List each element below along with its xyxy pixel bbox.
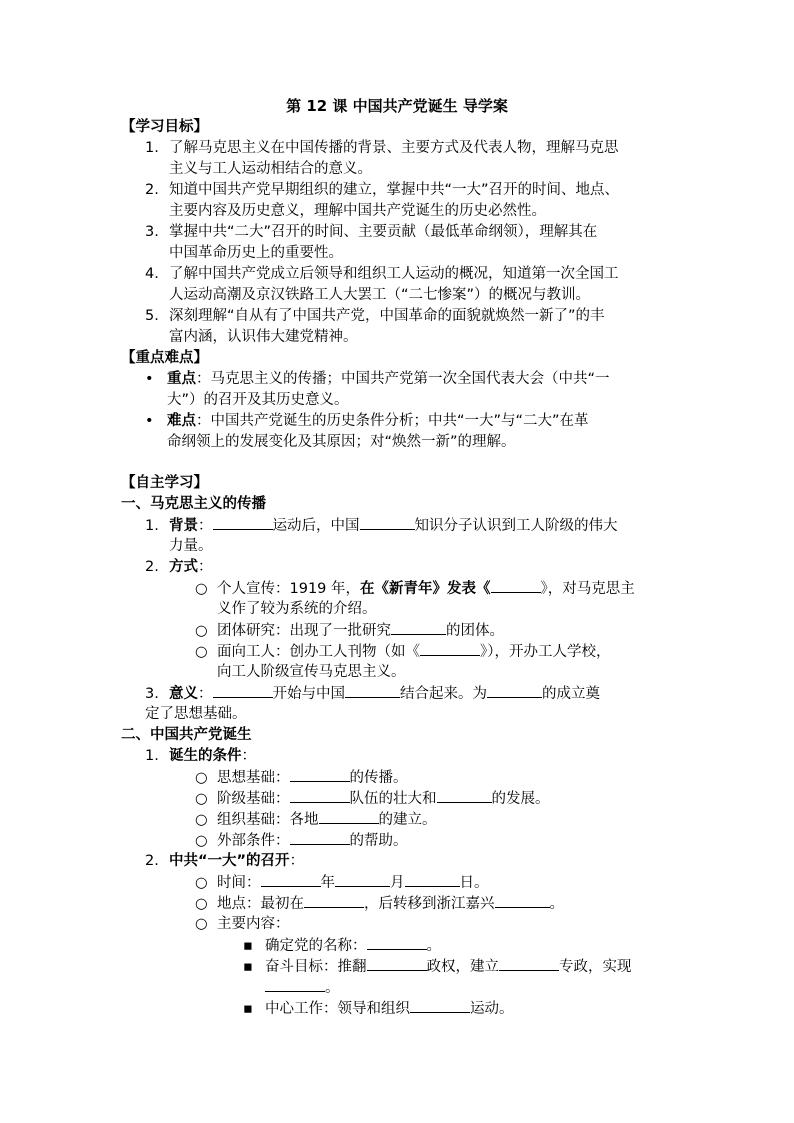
text: 中心工作：领导和组织 [265, 1001, 410, 1017]
fill-blank[interactable] [290, 788, 350, 803]
circle-bullet-icon: ○ [195, 791, 208, 807]
fill-blank[interactable] [491, 578, 541, 593]
key-point-text-cont: 大”）的召开及其历史意义。 [167, 392, 349, 408]
fill-blank[interactable] [367, 935, 427, 950]
text: 运动。 [470, 1001, 514, 1017]
objective-item [145, 264, 619, 284]
objective-text: 了解马克思主义在中国传播的背景、主要方式及代表人物，理解马克思 [169, 140, 619, 156]
colon: ： [198, 559, 213, 575]
item-label: 方式 [169, 559, 198, 575]
condition-class [195, 788, 550, 809]
objective-text: 了解中国共产党成立后领导和组织工人运动的概况，知道第一次全国工 [169, 266, 619, 282]
part2-heading: 二、中国共产党诞生 [121, 727, 252, 743]
objectives-heading: 【学习目标】 [121, 119, 208, 135]
square-bullet-icon: ▪ [243, 959, 253, 975]
condition-ideological [195, 767, 408, 788]
item-number: 1. [145, 140, 159, 156]
self-study-heading: 【自主学习】 [121, 475, 208, 491]
fill-blank[interactable] [213, 515, 273, 530]
condition-organizational [195, 809, 437, 830]
item-number: 5. [145, 308, 159, 324]
item-number: 2. [145, 182, 159, 198]
method-workers-cont: 向工人阶级宣传马克思主义。 [217, 664, 406, 680]
objective-text-cont: 主义与工人运动相结合的意义。 [169, 161, 372, 177]
item-number: 2. [145, 559, 159, 575]
colon: ： [241, 748, 256, 764]
objective-item [145, 306, 605, 326]
congress-time [195, 872, 489, 893]
text: 政权，建立 [426, 959, 499, 975]
square-bullet-icon: ▪ [243, 938, 253, 954]
objective-text: 知道中国共产党早期组织的建立，掌握中共“一大”召开的时间、地点、 [169, 182, 620, 198]
fill-blank[interactable] [213, 683, 273, 698]
text: 外部条件： [217, 833, 290, 849]
item-number: 2. [145, 853, 159, 869]
fill-blank[interactable] [345, 683, 400, 698]
fill-blank[interactable] [265, 977, 325, 992]
text: 日。 [459, 875, 489, 891]
text: 知识分子认识到工人阶级的伟大 [414, 518, 618, 534]
text: 专政，实现 [559, 959, 632, 975]
first-congress-item [145, 851, 304, 871]
text: 运动后，中国 [272, 518, 360, 534]
text: 组织基础：各地 [217, 812, 319, 828]
text: 团体研究：出现了一批研究 [217, 623, 391, 639]
circle-bullet-icon: ○ [195, 623, 208, 639]
text: 地点：最初在 [217, 896, 304, 912]
fill-blank[interactable] [304, 893, 364, 908]
objective-text-cont: 富内涵，认识伟大建党精神。 [169, 329, 358, 345]
circle-bullet-icon: ○ [195, 644, 208, 660]
text: 阶级基础： [217, 791, 290, 807]
colon: ： [198, 686, 213, 702]
text: 年 [320, 875, 335, 891]
text: 奋斗目标：推翻 [265, 959, 367, 975]
objective-item [145, 180, 619, 200]
part1-heading: 一、马克思主义的传播 [121, 496, 266, 512]
item-number: 1. [145, 518, 159, 534]
colon: ： [198, 518, 213, 534]
item-label: 背景 [169, 518, 198, 534]
background-item [145, 515, 618, 536]
fill-blank[interactable] [290, 830, 350, 845]
key-point-item [145, 369, 610, 389]
key-point-item [145, 411, 589, 431]
objective-text-cont: 人运动高潮及京汉铁路工人大罢工（“二七惨案”）的概况与教训。 [169, 287, 591, 303]
fill-blank[interactable] [405, 872, 460, 887]
text: 开始与中国 [272, 686, 345, 702]
text: 时间： [217, 875, 261, 891]
colon: ： [289, 853, 305, 869]
content-goal-cont [265, 977, 340, 998]
text: 结合起来。为 [400, 686, 487, 702]
fill-blank[interactable] [437, 788, 492, 803]
objective-item [145, 138, 619, 158]
fill-blank[interactable] [335, 872, 390, 887]
fill-blank[interactable] [290, 767, 350, 782]
text: 。 [549, 896, 564, 912]
condition-external [195, 830, 408, 851]
item-number: 3. [145, 224, 159, 240]
text: 》，对马克思主 [540, 581, 635, 597]
text: 月 [390, 875, 405, 891]
methods-item [145, 557, 213, 577]
conditions-item [145, 746, 256, 766]
circle-bullet-icon: ○ [195, 896, 208, 912]
text: ，后转移到浙江嘉兴 [364, 896, 495, 912]
background-text-cont: 力量。 [169, 538, 213, 554]
circle-bullet-icon: ○ [195, 833, 208, 849]
square-bullet-icon: ▪ [243, 1001, 253, 1017]
circle-bullet-icon: ○ [195, 916, 208, 932]
text-bold: 在《新青年》发表《 [360, 581, 491, 597]
key-point-label: 难点 [167, 413, 196, 429]
text: 。 [325, 980, 340, 996]
objective-item [145, 222, 597, 242]
page-title: 第 12 课 中国共产党诞生 导学案 [286, 97, 508, 115]
fill-blank[interactable] [420, 641, 480, 656]
objective-text: 深刻理解“自从有了中国共产党，中国革命的面貌就焕然一新了”的丰 [169, 308, 605, 324]
key-point-text-cont: 命纲领上的发展变化及其原因；对“焕然一新”的理解。 [167, 434, 516, 450]
circle-bullet-icon: ○ [195, 770, 208, 786]
fill-blank[interactable] [487, 683, 542, 698]
fill-blank[interactable] [391, 620, 446, 635]
text: 的传播。 [349, 770, 408, 786]
text: 的发展。 [491, 791, 550, 807]
key-point-text: ：马克思主义的传播；中国共产党第一次全国代表大会（中共“一 [196, 371, 610, 387]
key-points-heading: 【重点难点】 [121, 350, 208, 366]
bullet-icon: • [145, 371, 154, 387]
text: 思想基础： [217, 770, 290, 786]
text: 确定党的名称： [265, 938, 367, 954]
fill-blank[interactable] [410, 998, 470, 1013]
item-label: 中共“一大”的召开 [169, 853, 290, 869]
fill-blank[interactable] [499, 956, 559, 971]
fill-blank[interactable] [261, 872, 321, 887]
content-goal [243, 956, 632, 977]
bullet-icon: • [145, 413, 154, 429]
fill-blank[interactable] [495, 893, 550, 908]
method-workers [195, 641, 611, 662]
method-group [195, 620, 504, 641]
text: 》），开办工人学校， [480, 644, 611, 660]
item-label: 诞生的条件 [169, 748, 242, 764]
text: 的团体。 [446, 623, 504, 639]
text: 主要内容： [217, 916, 290, 932]
circle-bullet-icon: ○ [195, 581, 208, 597]
congress-content [195, 914, 290, 934]
fill-blank[interactable] [319, 809, 379, 824]
key-point-label: 重点 [167, 371, 196, 387]
text: 面向工人：创办工人刊物（如《 [217, 644, 420, 660]
content-party-name [243, 935, 441, 956]
congress-place [195, 893, 564, 914]
content-central-task [243, 998, 514, 1019]
item-label: 意义 [169, 686, 198, 702]
method-individual [195, 578, 635, 599]
text: 的帮助。 [349, 833, 408, 849]
objective-text-cont: 主要内容及历史意义，理解中国共产党诞生的历史必然性。 [169, 203, 546, 219]
method-individual-cont: 义作了较为系统的介绍。 [217, 601, 377, 617]
objective-text: 掌握中共“二大”召开的时间、主要贡献（最低革命纲领），理解其在 [169, 224, 598, 240]
objective-text-cont: 中国革命历史上的重要性。 [169, 245, 343, 261]
text: 个人宣传：1919 年， [217, 581, 361, 597]
text: 。 [426, 938, 441, 954]
text: 的成立奠 [542, 686, 600, 702]
text: 的建立。 [378, 812, 437, 828]
key-point-text: ：中国共产党诞生的历史条件分析；中共“一大”与“二大”在革 [196, 413, 589, 429]
item-number: 4. [145, 266, 159, 282]
item-number: 3. [145, 686, 159, 702]
fill-blank[interactable] [367, 956, 427, 971]
significance-item [145, 683, 600, 704]
circle-bullet-icon: ○ [195, 812, 208, 828]
circle-bullet-icon: ○ [195, 875, 208, 891]
fill-blank[interactable] [360, 515, 415, 530]
text: 队伍的壮大和 [349, 791, 437, 807]
significance-text-cont: 定了思想基础。 [145, 706, 247, 722]
item-number: 1. [145, 748, 159, 764]
